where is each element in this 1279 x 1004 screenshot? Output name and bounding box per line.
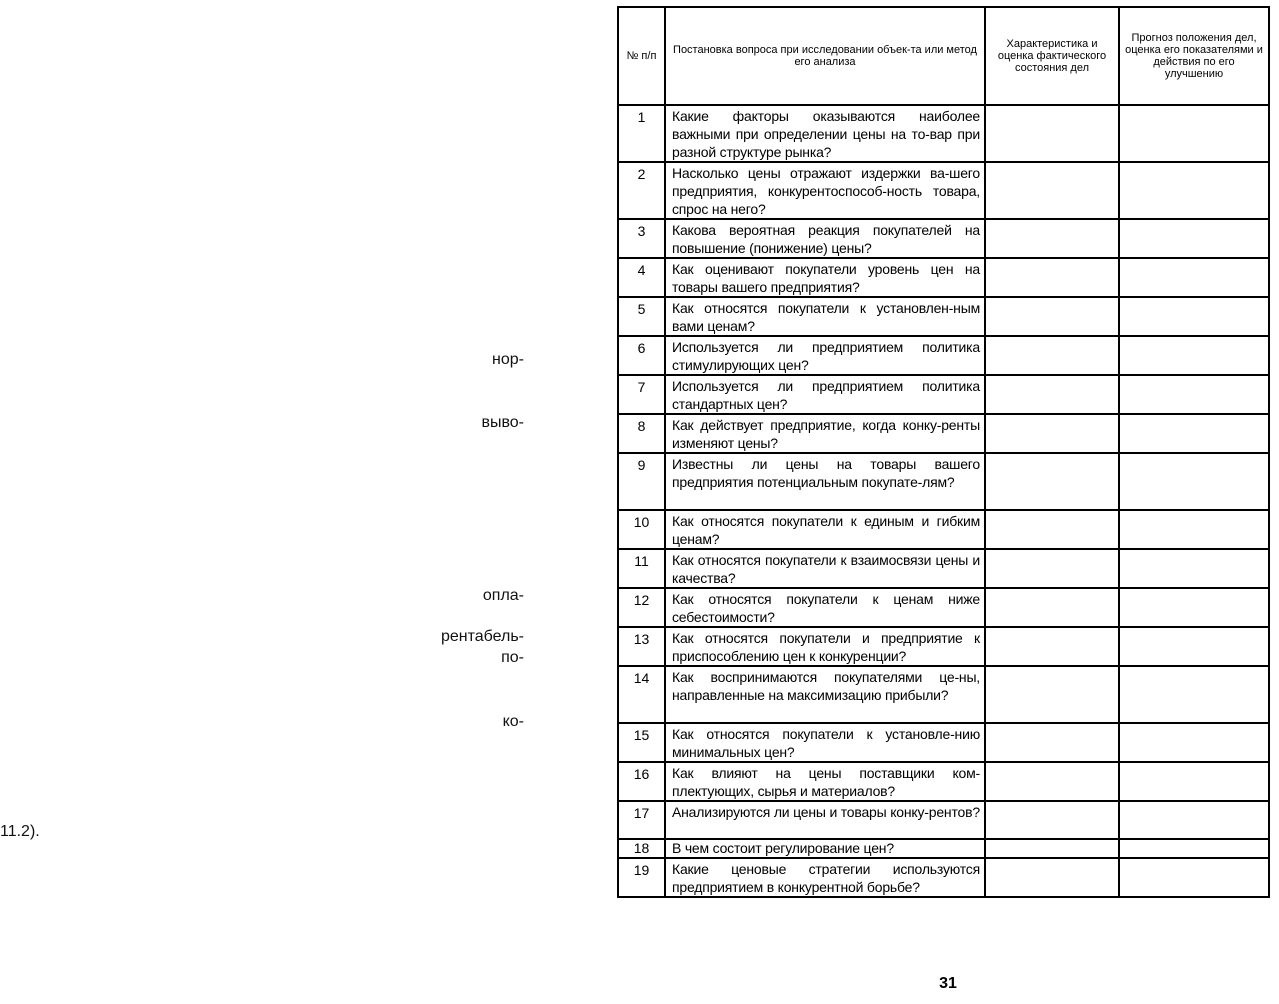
assessment-cell (985, 105, 1119, 162)
row-question: Используется ли предприятием политика стандартных цен? (665, 375, 985, 414)
assessment-cell (985, 839, 1119, 858)
forecast-cell (1119, 258, 1269, 297)
forecast-cell (1119, 375, 1269, 414)
assessment-cell (985, 801, 1119, 839)
table-row (618, 549, 1269, 588)
row-num: 5 (618, 297, 665, 336)
table-row (618, 162, 1269, 219)
assessment-cell (985, 297, 1119, 336)
row-question: Насколько цены отражают издержки ва-шего предприятия, конкурентоспособ-ность товара, спрос на него? (665, 162, 985, 219)
row-question: Как оценивают покупатели уровень цен на товары вашего предприятия? (665, 258, 985, 297)
table-row (618, 839, 1269, 858)
assessment-cell (985, 549, 1119, 588)
row-num: 7 (618, 375, 665, 414)
row-num: 15 (618, 723, 665, 762)
assessment-cell (985, 762, 1119, 801)
row-question: Какие факторы оказываются наиболее важными при определении цены на то-вар при разной структуре рынка? (665, 105, 985, 162)
header-num: № п/п (618, 7, 665, 105)
row-question: Какова вероятная реакция покупателей на повышение (понижение) цены? (665, 219, 985, 258)
row-question: Как относятся покупатели к ценам ниже себестоимости? (665, 588, 985, 627)
row-num: 14 (618, 666, 665, 723)
row-question: Как воспринимаются покупателями це-ны, направленные на максимизацию прибыли? (665, 666, 985, 723)
table-row (618, 723, 1269, 762)
table-row (618, 297, 1269, 336)
assessment-cell (985, 414, 1119, 453)
assessment-cell (985, 336, 1119, 375)
assessment-cell (985, 219, 1119, 258)
row-question: Как относятся покупатели и предприятие к приспособлению цен к конкуренции? (665, 627, 985, 666)
assessment-cell (985, 375, 1119, 414)
forecast-cell (1119, 105, 1269, 162)
table-row (618, 762, 1269, 801)
assessment-cell (985, 588, 1119, 627)
table-row (618, 666, 1269, 723)
table-row (618, 105, 1269, 162)
forecast-cell (1119, 627, 1269, 666)
assessment-cell (985, 723, 1119, 762)
row-num: 10 (618, 510, 665, 549)
row-question: Используется ли предприятием политика стимулирующих цен? (665, 336, 985, 375)
text-fragment: по- (501, 649, 524, 666)
text-fragment: 11.2). (0, 823, 40, 840)
row-question: Анализируются ли цены и товары конку-рентов? (665, 801, 985, 839)
row-num: 4 (618, 258, 665, 297)
row-question: Как относятся покупатели к установле-нию минимальных цен? (665, 723, 985, 762)
assessment-cell (985, 258, 1119, 297)
row-num: 17 (618, 801, 665, 839)
table-row (618, 453, 1269, 510)
row-num: 16 (618, 762, 665, 801)
forecast-cell (1119, 453, 1269, 510)
table-row (618, 627, 1269, 666)
assessment-cell (985, 666, 1119, 723)
table-row (618, 336, 1269, 375)
assessment-cell (985, 510, 1119, 549)
forecast-cell (1119, 858, 1269, 897)
row-num: 12 (618, 588, 665, 627)
forecast-cell (1119, 666, 1269, 723)
header-forecast: Прогноз положения дел, оценка его показателями и действия по его улучшению (1119, 7, 1269, 105)
text-fragment: нор- (492, 351, 524, 368)
row-question: В чем состоит регулирование цен? (665, 839, 985, 858)
table-row (618, 510, 1269, 549)
table-row (618, 414, 1269, 453)
forecast-cell (1119, 839, 1269, 858)
row-question: Какие ценовые стратегии используются предприятием в конкурентной борьбе? (665, 858, 985, 897)
forecast-cell (1119, 723, 1269, 762)
table-row (618, 588, 1269, 627)
text-fragment: выво- (481, 414, 524, 431)
row-question: Как относятся покупатели к взаимосвязи цены и качества? (665, 549, 985, 588)
assessment-cell (985, 162, 1119, 219)
page-number: 31 (939, 975, 957, 992)
forecast-cell (1119, 510, 1269, 549)
forecast-cell (1119, 801, 1269, 839)
row-num: 8 (618, 414, 665, 453)
header-assessment: Характеристика и оценка фактического состояния дел (985, 7, 1119, 105)
forecast-cell (1119, 336, 1269, 375)
header-question: Постановка вопроса при исследовании объек-та или метод его анализа (665, 7, 985, 105)
row-question: Как действует предприятие, когда конку-ренты изменяют цены? (665, 414, 985, 453)
row-num: 13 (618, 627, 665, 666)
questions-table (617, 6, 1270, 898)
table-row (618, 858, 1269, 897)
forecast-cell (1119, 588, 1269, 627)
text-fragment: опла- (482, 587, 524, 604)
forecast-cell (1119, 162, 1269, 219)
table-row (618, 219, 1269, 258)
row-num: 6 (618, 336, 665, 375)
assessment-cell (985, 627, 1119, 666)
row-question: Как влияют на цены поставщики ком-плектующих, сырья и материалов? (665, 762, 985, 801)
forecast-cell (1119, 414, 1269, 453)
forecast-cell (1119, 549, 1269, 588)
row-question: Известны ли цены на товары вашего предприятия потенциальным покупате-лям? (665, 453, 985, 510)
row-num: 9 (618, 453, 665, 510)
row-num: 2 (618, 162, 665, 219)
text-fragment: рентабель- (440, 628, 524, 645)
forecast-cell (1119, 219, 1269, 258)
text-fragment: ко- (502, 713, 524, 730)
table-row (618, 801, 1269, 839)
table-row (618, 258, 1269, 297)
row-num: 18 (618, 839, 665, 858)
forecast-cell (1119, 762, 1269, 801)
assessment-cell (985, 453, 1119, 510)
row-num: 1 (618, 105, 665, 162)
row-num: 3 (618, 219, 665, 258)
table-header-row (618, 7, 1269, 105)
forecast-cell (1119, 297, 1269, 336)
row-question: Как относятся покупатели к установлен-ным вами ценам? (665, 297, 985, 336)
table-row (618, 375, 1269, 414)
row-question: Как относятся покупатели к единым и гибким ценам? (665, 510, 985, 549)
row-num: 11 (618, 549, 665, 588)
assessment-cell (985, 858, 1119, 897)
row-num: 19 (618, 858, 665, 897)
